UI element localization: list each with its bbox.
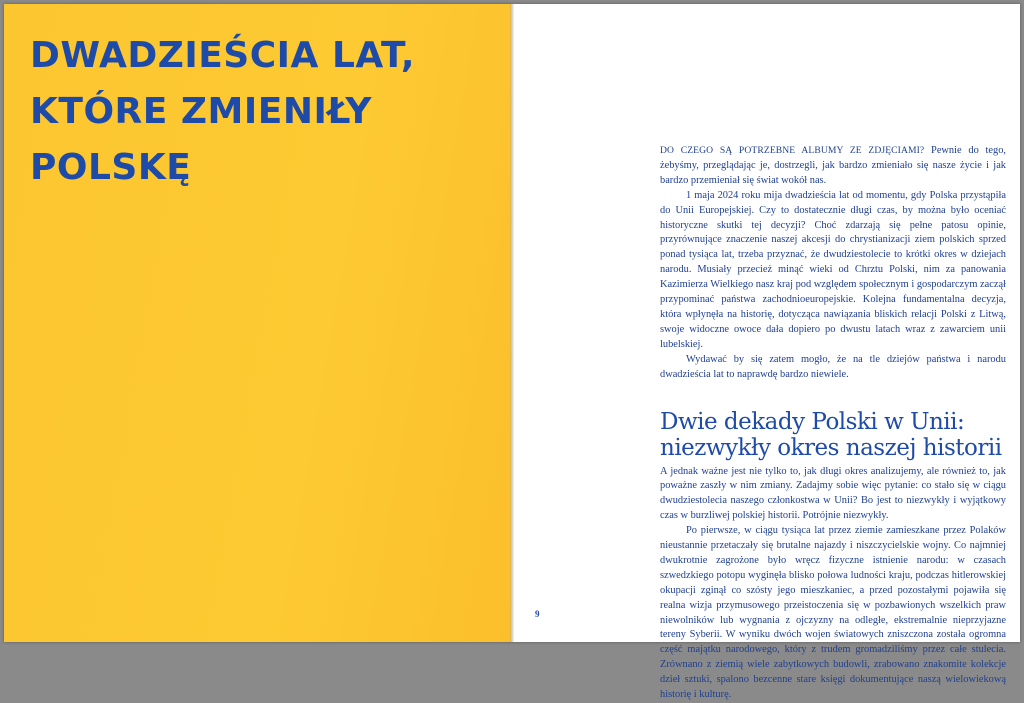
intro-paragraph [660,144,1006,189]
body-paragraph: A jednak ważne jest nie tylko to, jak długi okres analizujemy, ale również to, jak poważne zaszły w nim zmiany. Zadajmy sobie więc pytanie: co stało się w ciągu dwudziestolecia naszego członkostwa w Unii? Bo jest to niezwykły i wyjątkowy czas w burzliwej polskiej historii. Potrójnie niezwykły. [660,465,1006,522]
body-paragraph: Po pierwsze, w ciągu tysiąca lat przez ziemie zamieszkane przez Polaków nieustannie przetaczały się brutalne najazdy i niszczycielskie wojny. Co najmniej dwukrotnie zagrożone było wręcz fizyczne istnienie narodu: w czasach szwedzkiego potopu wyginęła blisko połowa ludności kraju, podczas hitlerowskiej okupacji zginął co szósty jego mieszkaniec, a przed pozostałymi pojawiła się realna wizja przymusowego przeistoczenia się w pozbawionych wszelkich praw niewolników lub wygnania z ojczyzny na odległe, ekstremalnie nieprzyjazne tereny Syberii. W wyniku dwóch wojen światowych zniszczona została ogromna część majątku narodowego, który z trudem gromadziliśmy przez całe stulecia. Zrównano z ziemią wiele zabytkowych budowli, zrabowano znakomite kolekcje dzieł sztuki, spalono bezcenne stare księgi dokumentujące naszą wielowiekową historię i kulturę. [660,525,1006,701]
body-paragraph: Wydawać by się zatem mogło, że na tle dziejów państwa i narodu dwadzieścia lat to naprawdę bardzo niewiele. [660,353,1006,380]
right-page [514,4,1020,701]
book-spread [4,4,1020,701]
body-paragraph: 1 maja 2024 roku mija dwadzieścia lat od momentu, gdy Polska przystąpiła do Unii Europejskiej. Czy to dostatecznie długi czas, by można było oceniać historyczne skutki tej decyzji? Choć zdarzają się pełne patosu opinie, przyrównujące znaczenie naszej akcesji do chrystianizacji ziem polskich sprzed ponad tysiąca lat, trzeba przyznać, że dwudziestolecie to krótki okres w dziejach narodu. Musiały przecież minąć wieki od Chrztu Polski, nim za panowania Kazimierza Wielkiego nasz kraj pod względem społecznym i gospodarczym zaczął przypominać państwa zachodnioeuropejskie. Kolejna fundamentalna decyzja, która wpłynęła na historię, dotycząca nawiązania bliskich relacji Polski z Litwą, swoje widoczne owoce dała dopiero po dwustu latach wraz z zawarciem unii lubelskiej. [660,189,1006,350]
section-heading [660,409,1006,461]
title-line: POLSKĘ [30,147,192,188]
text-column [660,144,1006,703]
page-number: 9 [535,609,540,619]
title-line: DWADZIEŚCIA LAT, [30,35,416,76]
intro-lead: DO CZEGO SĄ POTRZEBNE ALBUMY ZE ZDJĘCIAMI? [660,145,925,156]
title-line: KTÓRE ZMIENIŁY [30,91,372,132]
intro-rest: Pewnie do tego, żebyśmy, przeglądając je, dostrzegli, jak bardzo zmieniało się nasze życie i jak bardzo przemieniał się świat wokół nas. [660,145,1006,186]
left-page-title [30,28,415,196]
left-page [4,4,510,642]
heading-line: Dwie dekady Polski w Unii: [660,408,965,435]
heading-line: niezwykły okres naszej historii [660,434,1002,461]
